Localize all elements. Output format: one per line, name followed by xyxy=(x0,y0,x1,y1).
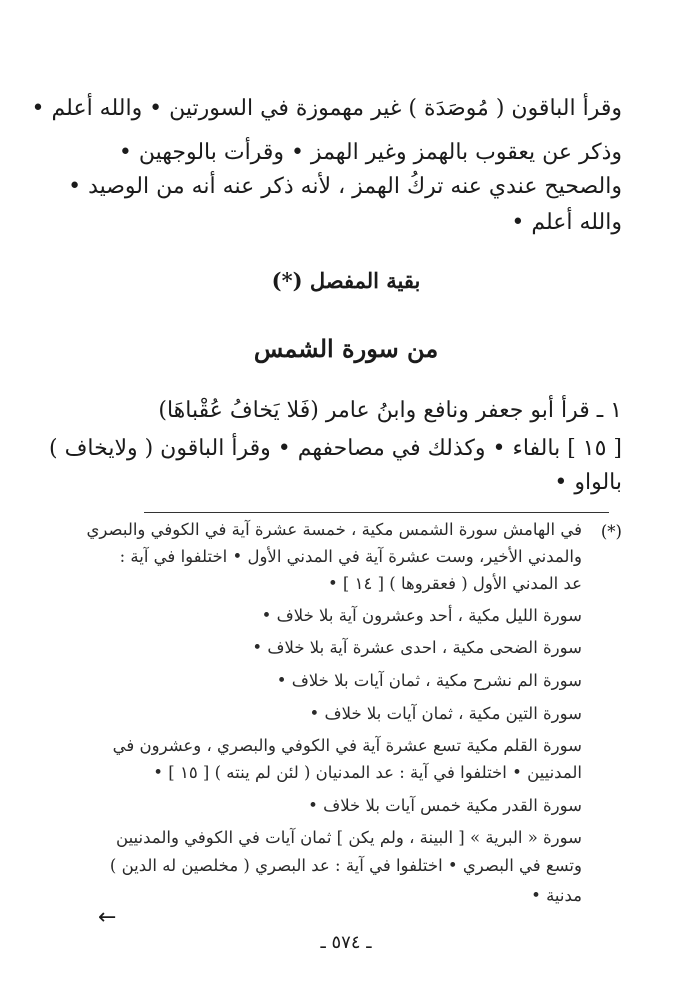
continuation-arrow-icon: ← xyxy=(98,905,117,930)
text-line: [ ١٥ ] بالفاء • وكذلك في مصاحفهم • وقرأ الباقون ( ولايخاف ) xyxy=(49,436,622,461)
text-line: وذكر عن يعقوب بالهمز وغير الهمز • وقرأت بالوجهين • xyxy=(118,140,622,165)
footnote-line: وتسع في البصري • اختلفوا في آية : عد البصري ( مخلصين له الدين ) xyxy=(109,856,582,875)
footnote-line: في الهامش سورة الشمس مكية ، خمسة عشرة آية في الكوفي والبصري xyxy=(86,520,582,539)
page-number: ـ ٥٧٤ ـ xyxy=(320,932,372,953)
footnote-line: والمدني الأخير، وست عشرة آية في المدني الأول • اختلفوا في آية : xyxy=(119,547,582,566)
footnote-line: سورة الضحى مكية ، احدى عشرة آية بلا خلاف • xyxy=(252,638,582,657)
footnote-line: سورة الم نشرح مكية ، ثمان آيات بلا خلاف • xyxy=(276,671,582,690)
footnote-separator xyxy=(144,512,609,513)
section-heading: بقية المفصل (*) xyxy=(271,268,421,293)
text-line: بالواو • xyxy=(554,470,622,495)
footnote-line: المدنيين • اختلفوا في آية : عد المدنيان ( لئن لم ينته ) [ ١٥ ] • xyxy=(153,763,582,782)
text-line: وقرأ الباقون ( مُوصَدَة ) غير مهموزة في السورتين • والله أعلم • xyxy=(31,96,622,121)
footnote-line: سورة الليل مكية ، أحد وعشرون آية بلا خلاف • xyxy=(261,606,582,625)
footnote-line: سورة التين مكية ، ثمان آيات بلا خلاف • xyxy=(309,704,582,723)
text-line: والله أعلم • xyxy=(511,210,622,235)
footnote-line: عد المدني الأول ( فعقروها ) [ ١٤ ] • xyxy=(327,574,582,593)
text-line: والصحيح عندي عنه تركُ الهمز ، لأنه ذكر عنه أنه من الوصيد • xyxy=(68,174,622,199)
footnote-line: سورة القدر مكية خمس آيات بلا خلاف • xyxy=(308,796,582,815)
footnote-line: مدنية • xyxy=(531,886,582,905)
surah-heading: من سورة الشمس xyxy=(253,334,439,363)
footnote-line: سورة « البرية » [ البينة ، ولم يكن ] ثمان آيات في الكوفي والمدنيين xyxy=(116,828,582,847)
text-line: ١ ـ قرأ أبو جعفر ونافع وابنُ عامر (فَلا يَخافُ عُقْباهَا) xyxy=(158,398,622,423)
footnote-marker: (*) xyxy=(600,522,622,541)
footnote-line: سورة القلم مكية تسع عشرة آية في الكوفي والبصري ، وعشرون في xyxy=(112,736,582,755)
